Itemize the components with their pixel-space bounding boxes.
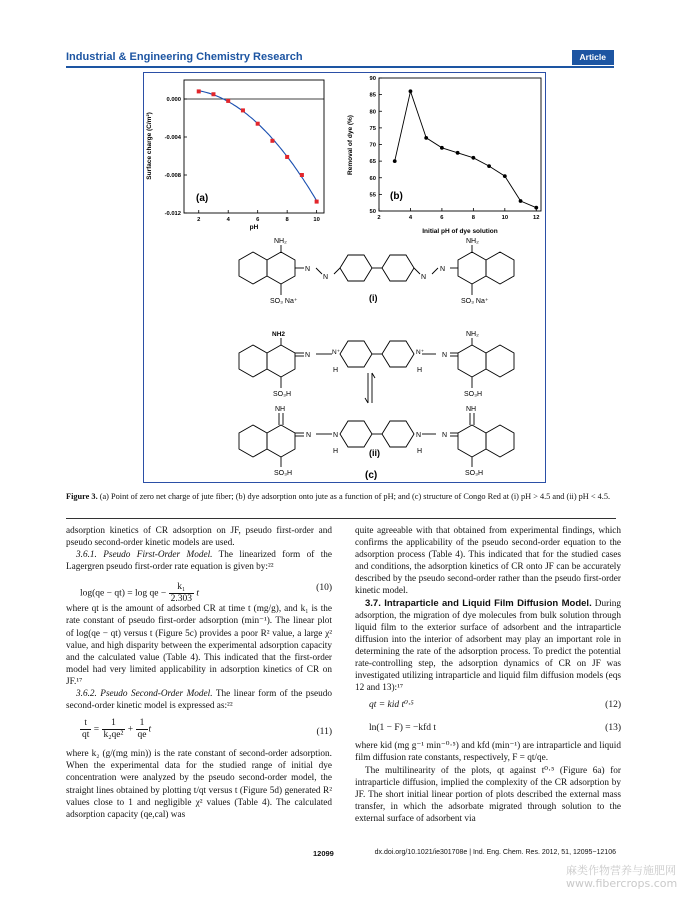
x-tick-label: 10 [501, 215, 509, 221]
running-header [66, 51, 614, 65]
watermark-line-1: 麻类作物营养与施肥网 [566, 864, 676, 877]
eq10-number: (10) [316, 583, 332, 594]
y-tick-label: -0.008 [164, 173, 181, 179]
y-tick-label: 65 [369, 159, 376, 166]
y-tick-label: 85 [369, 92, 376, 99]
data-point [226, 99, 230, 103]
x-tick-label: 10 [313, 217, 320, 223]
heading-3-6-1: 3.6.1. Pseudo First-Order Model. [76, 550, 213, 561]
chart-b-ylabel: Removal of dye (%) [347, 115, 354, 175]
section-3-6-1 [66, 549, 332, 573]
chart-b-xlabel: Initial pH of dye solution [422, 228, 498, 235]
ring-ii-r1 [458, 345, 486, 377]
atom-nh2-plain: NH2 [272, 331, 286, 338]
y-tick-label: 80 [369, 109, 376, 116]
eq10-num: k₁ [169, 582, 194, 594]
atom-n: N [323, 274, 329, 281]
chart-a-xlabel: pH [249, 224, 259, 231]
data-point [285, 155, 289, 159]
equation-13 [355, 718, 621, 740]
panel-c-label: (c) [365, 470, 378, 481]
eq12-formula: qt = kid t⁰·⁵ [369, 700, 414, 711]
atom-so3h: SO₃H [464, 391, 483, 398]
atom-n: N [421, 274, 427, 281]
y-tick-label: -0.012 [164, 211, 181, 217]
ring-iii-r2 [486, 425, 514, 457]
caption-label: Figure 3. [66, 492, 98, 501]
ring-i-b2 [382, 255, 414, 281]
doi-line: dx.doi.org/10.1021/ie301708e | Ind. Eng. Chem. Res. 2012, 51, 12095−12106 [374, 849, 616, 856]
eq11-number: (11) [316, 727, 332, 738]
x-tick-label: 4 [226, 217, 230, 223]
eq11-d3: qe [137, 730, 147, 741]
form-i-label: (i) [369, 293, 378, 303]
right-column [355, 525, 621, 825]
atom-so3h: SO₃H [273, 391, 292, 398]
figure-caption [66, 491, 616, 502]
x-tick-label: 2 [197, 217, 201, 223]
atom-so3h: SO₃H [274, 470, 293, 477]
x-tick-label: 4 [408, 215, 413, 221]
fit-curve [199, 91, 317, 201]
ring-i-b1 [340, 255, 372, 281]
data-point [440, 146, 444, 150]
data-point [424, 136, 428, 140]
atom-nplus: N⁺ [332, 349, 341, 356]
equation-10 [66, 573, 332, 603]
eq11-tail: t [148, 724, 152, 735]
atom-h: H [333, 367, 339, 374]
chart-b [347, 76, 541, 235]
left-paragraph-3: where k₂ (g/(mg min)) is the rate constant of second-order adsorption. When the experimental data for the studied range of initial dye concentration were analyzed by the pseudo second-order model, the straight lines obtained by plotting t/qt versus t (Figure 5d) generated R² values close to 1 and negligible χ² values (Table 4). The calculated adsorption capacity (qe,cal) was [66, 749, 332, 820]
data-point [456, 151, 460, 155]
atom-n: N [416, 432, 422, 439]
ring-ii-l1 [239, 345, 267, 377]
eq11-n1: t [80, 718, 91, 730]
data-point [471, 156, 475, 160]
ring-ii-r2 [486, 345, 514, 377]
chart-b-label: (b) [390, 191, 403, 202]
ring-i-l1 [239, 252, 267, 284]
eq11-plus: + [125, 724, 136, 735]
ring-ii-b1 [340, 341, 372, 367]
data-point [197, 89, 201, 93]
data-point [256, 122, 260, 126]
text-3-7: During adsorption, the migration of dye molecules from bulk solution through liquid film to the exterior surface of adsorbent and the intraparticle diffusion into the interior of adsorbent may play an important role in determining the rate of the adsorption process. To predict the potential rate-controlling step, the adsorption dynamics of CR on JF was investigated utilizing intraparticle and liquid film diffusion models (eqs 12 and 13):¹⁷ [355, 598, 621, 694]
y-tick-label: 90 [369, 76, 376, 82]
data-point [519, 199, 523, 203]
eq10-tail: t [194, 589, 200, 600]
ring-iii-r1 [458, 425, 486, 457]
atom-h: H [417, 367, 423, 374]
eq11-n3: 1 [136, 718, 149, 730]
x-tick-label: 8 [285, 217, 289, 223]
atom-n: N [305, 266, 311, 273]
y-tick-label: 0.000 [166, 97, 181, 103]
atom-so3na: SO₃ Na⁺ [270, 298, 298, 305]
ring-iii-l1 [239, 425, 267, 457]
data-point [315, 200, 319, 204]
ring-i-r1 [458, 252, 486, 284]
eq12-number: (12) [605, 700, 621, 711]
structure-labels [270, 238, 489, 481]
y-tick-label: 60 [369, 175, 376, 182]
eq11-n2: 1 [102, 718, 126, 730]
right-paragraph-2: where kid (mg g⁻¹ min⁻⁰·⁵) and kfd (min⁻¹) are intraparticle and liquid film diffusion rate constants, respectively, F = qt/qe. [355, 741, 621, 764]
data-point [211, 92, 215, 96]
series-line [395, 91, 537, 207]
data-point [503, 174, 507, 178]
eq11-eq: = [91, 724, 102, 735]
x-tick-label: 6 [256, 217, 260, 223]
ring-iii-l2 [267, 425, 295, 457]
ring-ii-l2 [267, 345, 295, 377]
atom-n: N [442, 432, 448, 439]
x-tick-label: 8 [471, 215, 475, 221]
left-paragraph-1: adsorption kinetics of CR adsorption on JF, pseudo first-order and pseudo second-order kinetic models are used. [66, 526, 332, 549]
data-point [487, 164, 491, 168]
journal-title: Industrial & Engineering Chemistry Research [66, 51, 303, 63]
data-point [534, 206, 538, 210]
atom-n: N [306, 432, 312, 439]
chart-a-label: (a) [196, 193, 209, 204]
ring-iii-b1 [340, 421, 372, 447]
equation-11 [66, 712, 332, 748]
ring-i-r2 [486, 252, 514, 284]
atom-h: H [333, 448, 339, 455]
figure-3 [143, 72, 546, 483]
text-3-6-2: The linear form of the pseudo second-order kinetic model is expressed as:²² [66, 689, 332, 712]
caption-text: (a) Point of zero net charge of jute fiber; (b) dye adsorption onto jute as a function of pH; and (c) structure of Congo Red at (i) pH > 4.5 and (ii) pH < 4.5. [99, 492, 611, 501]
ring-ii-b2 [382, 341, 414, 367]
eq10-den: 2.303 [170, 594, 193, 605]
chart-b-frame [379, 78, 541, 211]
eq11-d1: qt [82, 730, 90, 741]
atom-n: N [440, 266, 446, 273]
atom-so3na: SO₃ Na⁺ [461, 298, 489, 305]
left-column [66, 525, 332, 821]
data-point [409, 89, 413, 93]
watermark-line-2: www.fibercrops.com [566, 877, 678, 890]
eq10-lhs: log(qe − qt) = log qe − [80, 589, 169, 600]
y-tick-label: 55 [369, 192, 376, 199]
chart-a [146, 80, 324, 231]
section-3-6-2 [66, 688, 332, 712]
x-tick-label: 2 [377, 215, 381, 221]
y-tick-label: 50 [369, 209, 376, 215]
y-tick-label: -0.004 [164, 135, 181, 141]
y-tick-label: 70 [369, 142, 376, 149]
congo-red-structures [239, 245, 514, 467]
ring-iii-b2 [382, 421, 414, 447]
chart-a-ylabel: Surface charge (C/m²) [146, 112, 153, 180]
heading-3-7: 3.7. Intraparticle and Liquid Film Diffusion Model. [365, 597, 592, 609]
form-ii-label: (ii) [369, 448, 380, 458]
data-point [241, 108, 245, 112]
header-rule [66, 66, 614, 68]
left-paragraph-2: where qt is the amount of adsorbed CR at time t (mg/g), and k₁ is the rate constant of pseudo first-order adsorption (min⁻¹). The linear plot of log(qe − qt) versus t (Figure 5c) provides a poor R² value, a large χ² value, and high disparity between the experimental adsorption capacity and the calculated value (Table 4). This indicated that the first-order model had very limited applicability in adsorption kinetics of CR on JF.¹⁷ [66, 604, 332, 687]
caption-rule [66, 518, 616, 519]
eq11-d2: k₂qe² [103, 730, 124, 741]
x-tick-label: 12 [533, 215, 540, 221]
atom-so3h: SO₃H [465, 470, 484, 477]
heading-3-6-2: 3.6.2. Pseudo Second-Order Model. [76, 689, 213, 700]
data-point [270, 139, 274, 143]
right-paragraph-3: The multilinearity of the plots, qt against t⁰·⁵ (Figure 6a) for intraparticle diffusion, implied the complexity of the CR adsorption by JF. The short initial linear portion of plots described the external mass transfer, in which the adsorbate migrated through solution to the external surface of adsorbent via [355, 765, 621, 824]
atom-h: H [417, 448, 423, 455]
text-3-6-1: The linearized form of the Lagergren pseudo first-order rate equation is given by:²² [66, 550, 332, 573]
page-number: 12099 [313, 849, 334, 858]
atom-n: N [333, 432, 339, 439]
section-3-7 [355, 598, 621, 695]
equation-12 [355, 694, 621, 718]
right-paragraph-1: quite agreeable with that obtained from experimental findings, which confirms the applicability of the pseudo second-order equation to the adsorption process (Table 4). This indicated that for the studied cases and conditions, the adsorption kinetics of CR onto JF can be accurately described by the pseudo second-order rather than the pseudo first-order kinetic model. [355, 526, 621, 597]
x-tick-label: 6 [440, 215, 444, 221]
eq13-number: (13) [605, 723, 621, 734]
atom-nh2: NH₂ [274, 238, 287, 245]
atom-nh: NH [275, 406, 286, 413]
ring-i-l2 [267, 252, 295, 284]
data-point [393, 159, 397, 163]
atom-nh2: NH₂ [466, 238, 479, 245]
atom-nh2: NH₂ [466, 331, 479, 338]
data-point [300, 173, 304, 177]
atom-n: N [305, 352, 311, 359]
atom-n: N [442, 352, 448, 359]
atom-nh: NH [466, 406, 477, 413]
article-tag: Article [572, 50, 614, 65]
eq13-formula: ln(1 − F) = −kfd t [369, 723, 437, 734]
y-tick-label: 75 [369, 125, 376, 132]
atom-nplus: N⁺ [416, 349, 425, 356]
figure-svg [144, 73, 547, 484]
